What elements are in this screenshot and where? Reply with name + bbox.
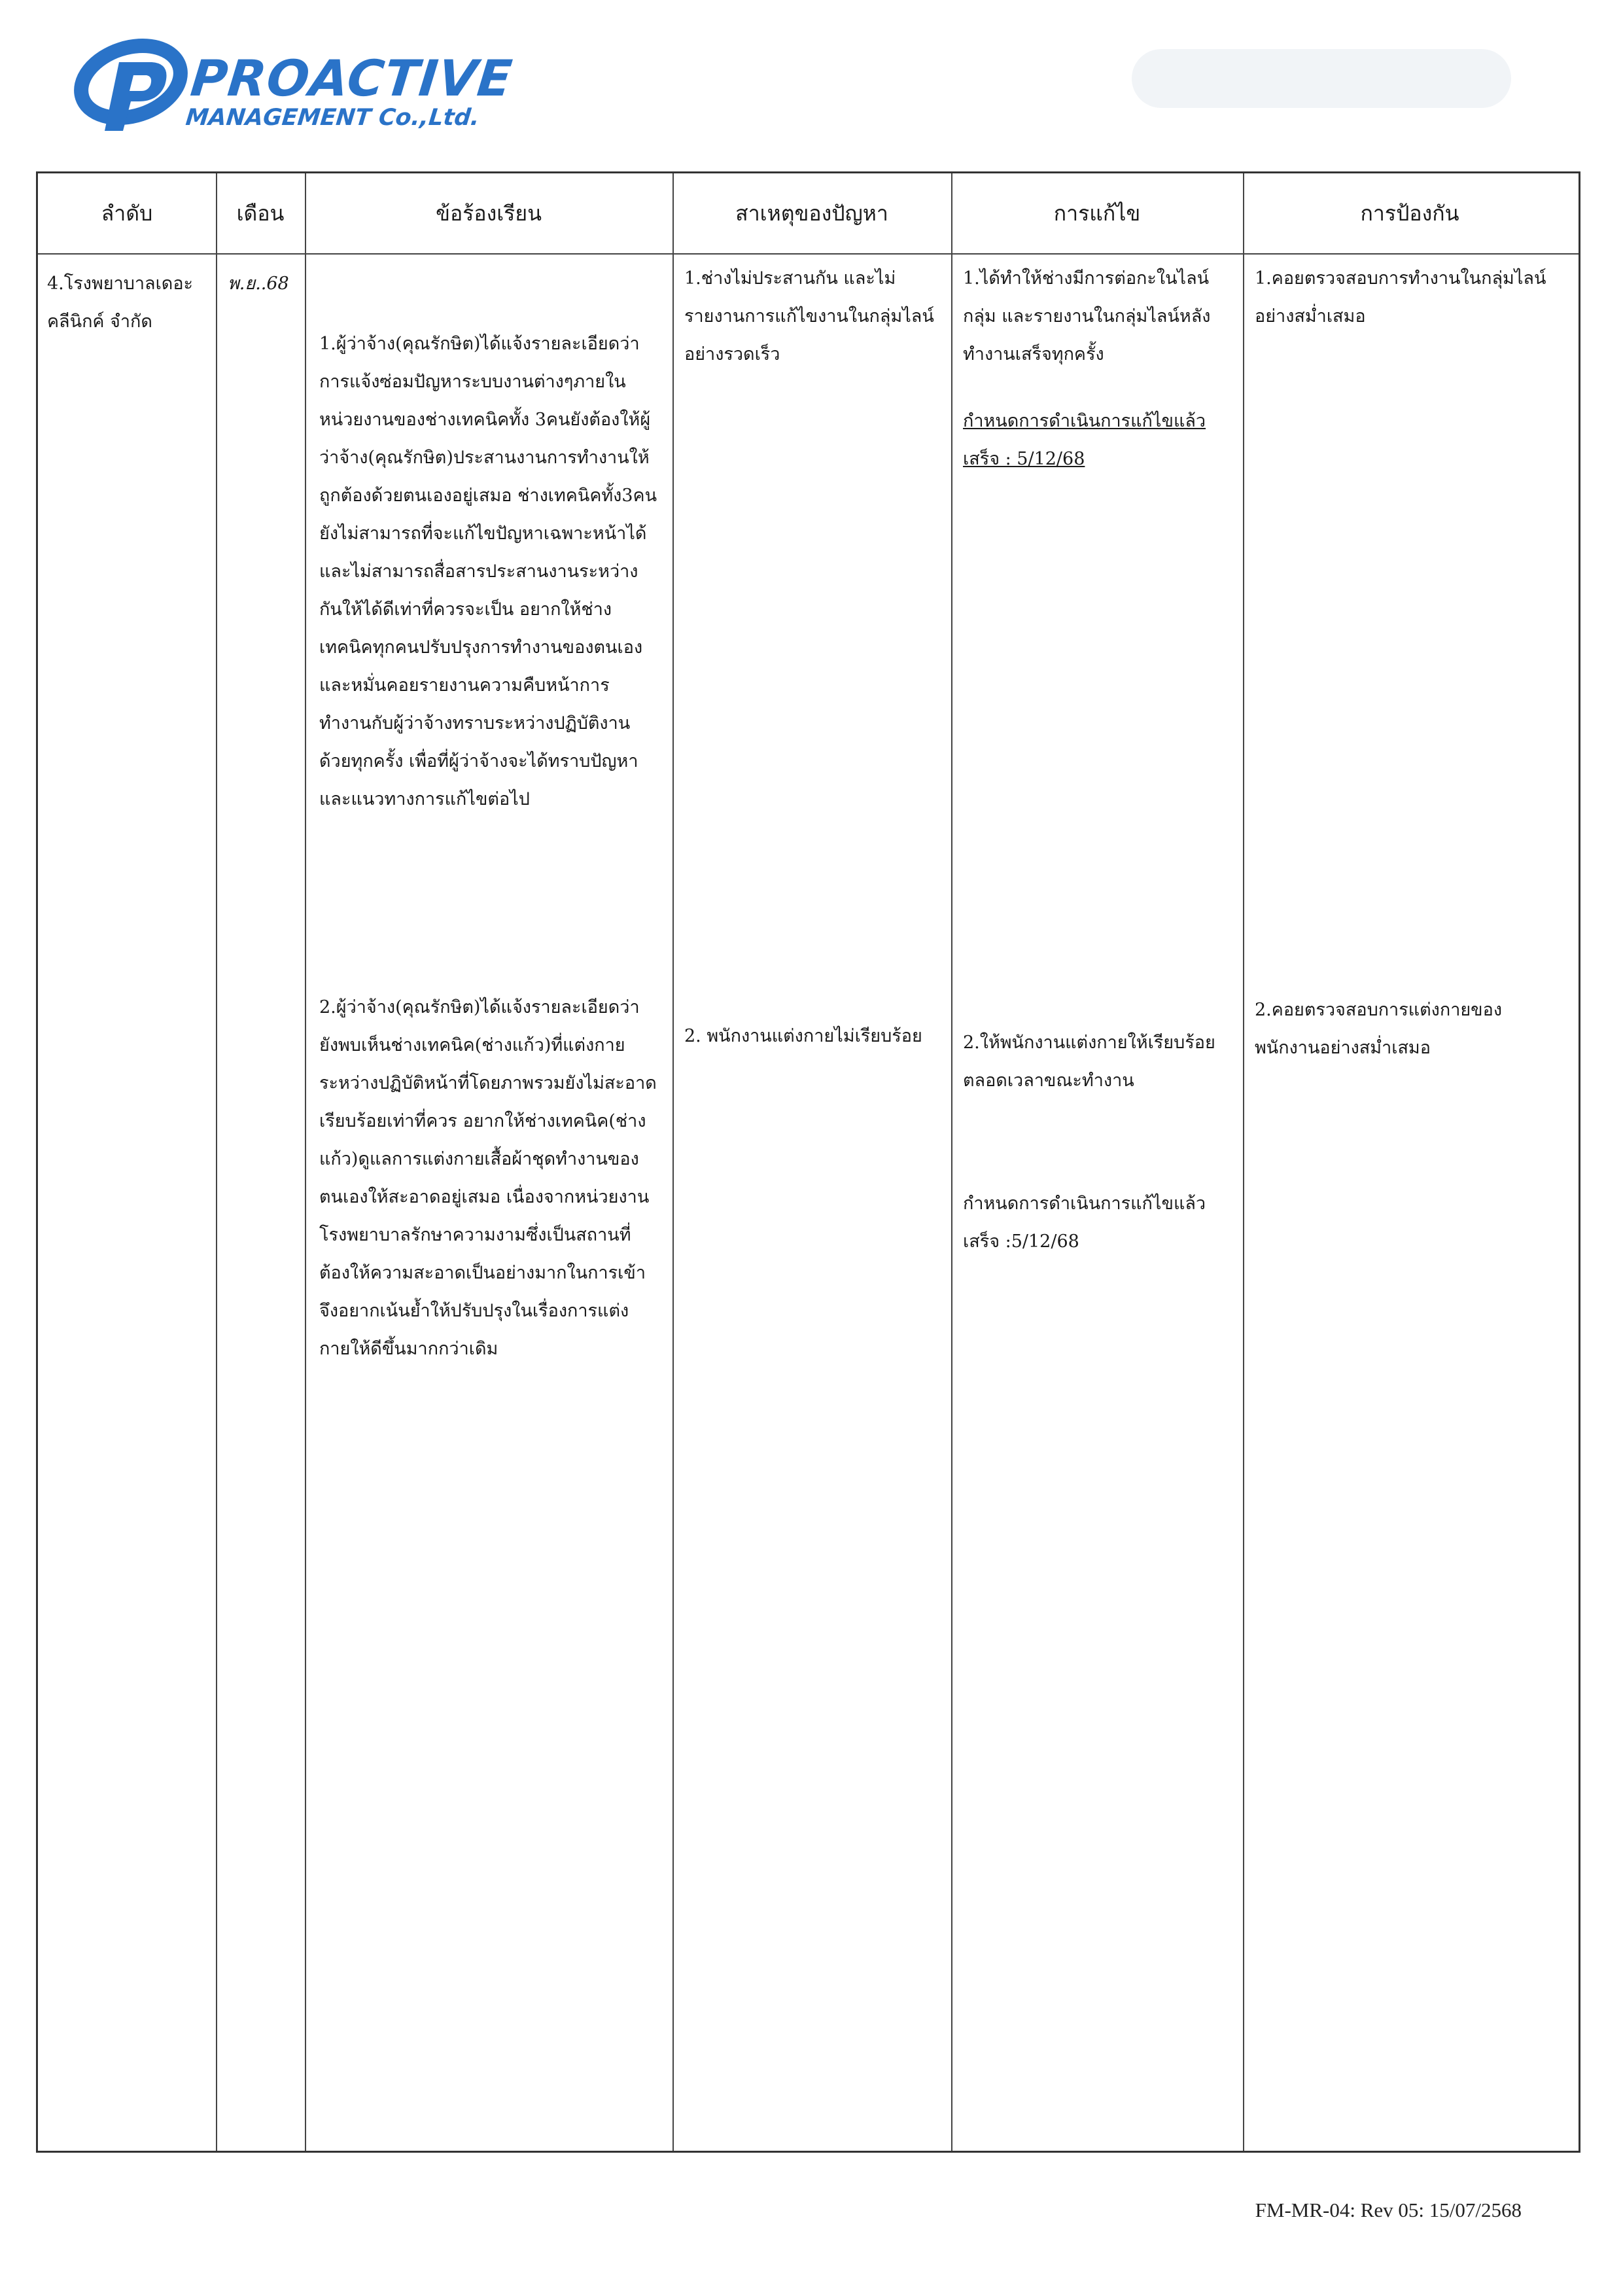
cause-item: 2. พนักงานแต่งกายไม่เรียบร้อย <box>684 1026 922 1046</box>
row-month: พ.ย..68 <box>228 274 289 294</box>
correction-item: 2.ให้พนักงานแต่งกายให้เรียบร้อยตลอดเวลาขณะทำงาน <box>963 1033 1215 1091</box>
company-logo-icon <box>73 36 191 134</box>
column-divider <box>216 173 217 2151</box>
column-divider <box>672 173 674 2151</box>
header-complaint: ข้อร้องเรียน <box>436 200 542 226</box>
complaint-table <box>36 171 1580 2153</box>
watermark-icon <box>1125 36 1518 121</box>
header-order: ลำดับ <box>101 200 153 226</box>
row-order: 4.โรงพยาบาลเดอะคลีนิกค์ จำกัด <box>47 274 194 332</box>
column-divider <box>1243 173 1244 2151</box>
prevention-item: 1.คอยตรวจสอบการทำงานในกลุ่มไลน์อย่างสม่ำเสมอ <box>1255 268 1546 327</box>
company-subtitle: MANAGEMENT Co.,Ltd. <box>184 105 481 131</box>
column-divider <box>305 173 306 2151</box>
correction-deadline: กำหนดการดำเนินการแก้ไขแล้วเสร็จ :5/12/68 <box>963 1193 1206 1252</box>
company-name: PROACTIVE <box>188 49 515 107</box>
header-correction: การแก้ไข <box>1053 200 1141 226</box>
header-divider <box>38 253 1579 255</box>
cause-item: 1.ช่างไม่ประสานกัน และไม่รายงานการแก้ไขงานในกลุ่มไลน์อย่างรวดเร็ว <box>684 268 934 364</box>
correction-deadline: กำหนดการดำเนินการแก้ไขแล้วเสร็จ : 5/12/68 <box>963 411 1206 469</box>
header-month: เดือน <box>236 200 285 226</box>
form-code: FM-MR-04: Rev 05: 15/07/2568 <box>1255 2199 1522 2221</box>
header-cause: สาเหตุของปัญหา <box>735 200 888 226</box>
complaint-item: 1.ผู้ว่าจ้าง(คุณรักษิต)ได้แจ้งรายละเอียดว่า การแจ้งซ่อมปัญหาระบบงานต่างๆภายในหน่วยงานของช่างเทคนิคทั้ง 3คนยังต้องให้ผู้ว่าจ้าง(คุณรักษิต)ประสานงานการทำงานให้ถูกต้องด้วยตนเองอยู่เสมอ ช่างเทคนิคทั้ง3คนยังไม่สามารถที่จะแก้ไขปัญหาเฉพาะหน้าได้และไม่สามารถสื่อสารประสานงานระหว่างกันให้ได้ดีเท่าที่ควรจะเป็น อยากให้ช่างเทคนิคทุกคนปรับปรุงการทำงานของตนเองและหมั่นคอยรายงานความคืบหน้าการทำงานกับผู้ว่าจ้างทราบระหว่างปฏิบัติงานด้วยทุกครั้ง เพื่อที่ผู้ว่าจ้างจะได้ทราบปัญหาและแนวทางการแก้ไขต่อไป <box>319 334 657 809</box>
company-logo <box>73 36 515 134</box>
complaint-item: 2.ผู้ว่าจ้าง(คุณรักษิต)ได้แจ้งรายละเอียดว่า ยังพบเห็นช่างเทคนิค(ช่างแก้ว)ที่แต่งกายระหว่างปฏิบัติหน้าที่โดยภาพรวมยังไม่สะอาดเรียบร้อยเท่าที่ควร อยากให้ช่างเทคนิค(ช่างแก้ว)ดูแลการแต่งกายเสื้อผ้าชุดทำงานของตนเองให้สะอาดอยู่เสมอ เนื่องจากหน่วยงานโรงพยาบาลรักษาความงามซึ่งเป็นสถานที่ต้องให้ความสะอาดเป็นอย่างมากในการเข้า จึงอยากเน้นย้ำให้ปรับปรุงในเรื่องการแต่งกายให้ดีขึ้นมากกว่าเดิม <box>319 997 657 1359</box>
prevention-item: 2.คอยตรวจสอบการแต่งกายของพนักงานอย่างสม่ำเสมอ <box>1255 1000 1503 1058</box>
header-prevention: การป้องกัน <box>1360 200 1459 226</box>
column-divider <box>951 173 952 2151</box>
correction-item: 1.ได้ทำให้ช่างมีการต่อกะในไลน์กลุ่ม และรายงานในกลุ่มไลน์หลังทำงานเสร็จทุกครั้ง <box>963 268 1211 364</box>
